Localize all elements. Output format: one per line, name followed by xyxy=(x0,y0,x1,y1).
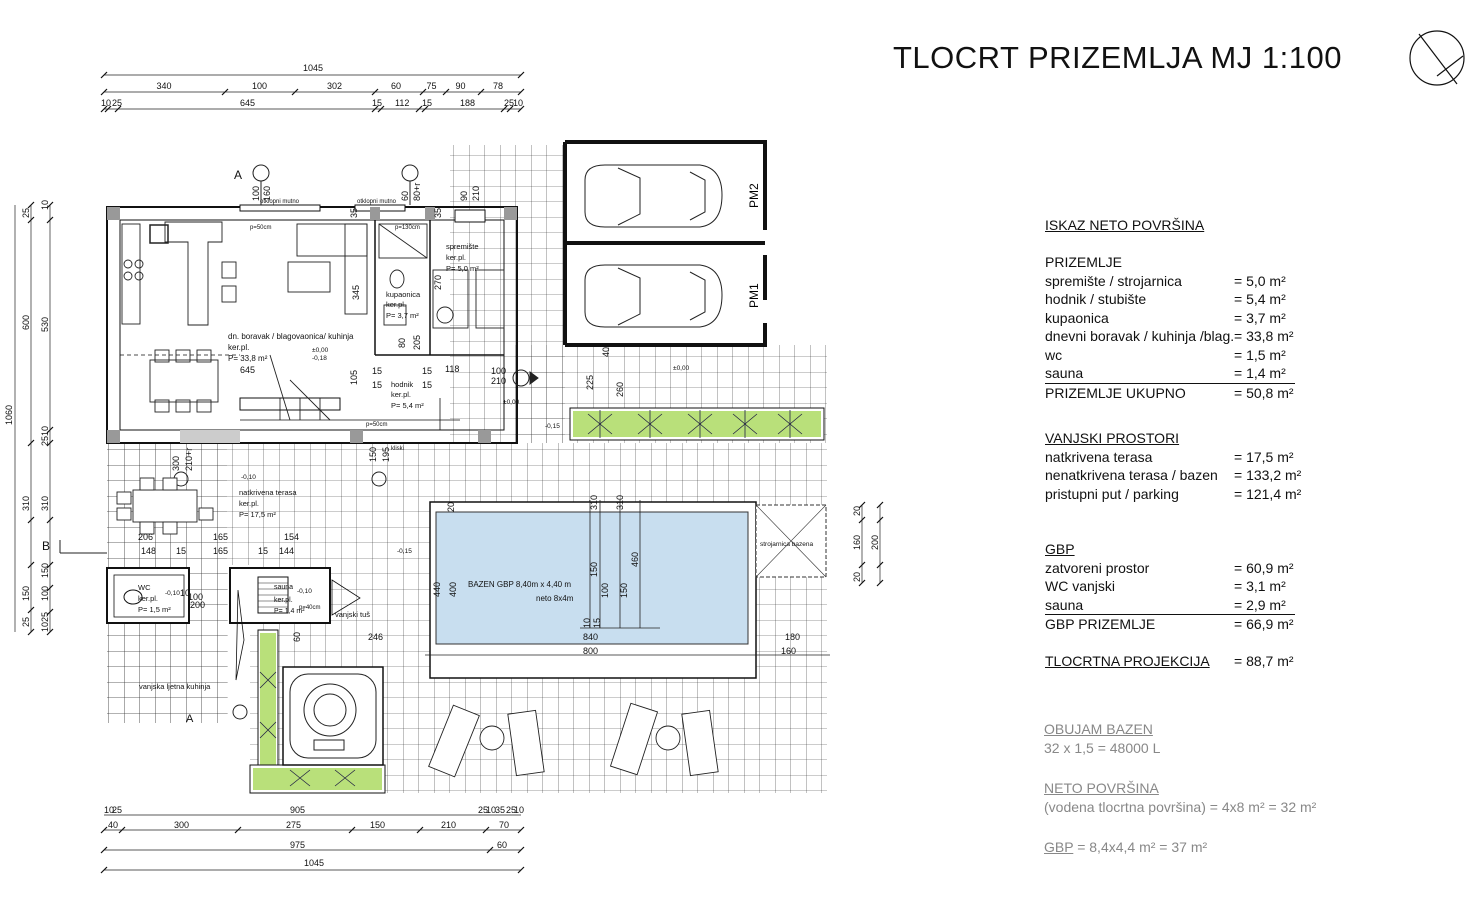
dim-left-b: 25 xyxy=(40,611,50,622)
room-living-area: P= 33,8 m² xyxy=(228,354,268,363)
dim-top-row1: 75 xyxy=(426,81,437,91)
dim-pool: 310 xyxy=(589,494,599,510)
dim-bottom-60: 60 xyxy=(497,840,508,850)
dim-misc: 150 xyxy=(368,446,378,462)
dim-misc: 118 xyxy=(445,364,460,374)
dim-bottom-row1: 25 xyxy=(112,805,123,815)
dim-misc: 15 xyxy=(372,380,383,390)
dim-pool: 20 xyxy=(446,501,456,512)
dim-left-outer: 1060 xyxy=(4,404,14,425)
dim-pool: 10 xyxy=(582,617,592,628)
dim-misc: 210 xyxy=(471,185,481,201)
dim-top-row2: 15 xyxy=(422,98,433,108)
room-storage-area: P= 5,0 m² xyxy=(446,264,479,273)
dim-misc: 210 xyxy=(491,376,507,386)
dim-misc: 10 xyxy=(180,588,191,598)
parking-1-label: PM1 xyxy=(747,283,761,308)
row-value: = 5,4 m² xyxy=(1234,291,1286,307)
room-bath-floor: ker.pl. xyxy=(386,300,407,309)
dim-bottom-row1: 10 xyxy=(104,805,115,815)
dim-misc: 60 xyxy=(400,190,410,201)
dim-left-a: 310 xyxy=(21,495,31,511)
dim-bottom-row1: 35 xyxy=(495,805,506,815)
window-1: otklopni mutno xyxy=(260,199,300,205)
row-label: nenatkrivena terasa / bazen xyxy=(1045,467,1218,483)
room-machine: strojarnica bazena xyxy=(760,541,814,548)
dim-misc: 270 xyxy=(433,274,443,290)
dim-misc: 148 xyxy=(141,546,157,556)
level-8: -0,10 xyxy=(165,590,180,597)
dim-bottom-row1: 25 xyxy=(478,805,489,815)
parking-2-label: PM2 xyxy=(747,183,761,208)
level-9: -0,10 xyxy=(297,588,312,595)
dim-misc: 144 xyxy=(279,546,295,556)
room-wc-name: WC xyxy=(138,583,151,592)
projekcija-value: = 88,7 m² xyxy=(1234,653,1294,669)
dim-misc: 100 xyxy=(491,366,507,376)
room-sauna-name: sauna xyxy=(274,584,294,591)
pool-dim-840: 840 xyxy=(583,632,599,642)
dim-misc: 200 xyxy=(190,600,206,610)
dim-misc: 300 xyxy=(171,455,181,471)
jacuzzi xyxy=(283,667,383,765)
row-label: dnevni boravak / kuhinja /blag. xyxy=(1045,328,1235,344)
dim-bottom-row2: 210 xyxy=(441,820,457,830)
dim-left-a: 25 xyxy=(21,207,31,218)
dim-pool: 460 xyxy=(630,551,640,567)
dim-top-row2: 15 xyxy=(372,98,383,108)
total-label: GBP PRIZEMLJE xyxy=(1045,616,1156,632)
room-storage-name: spremište xyxy=(446,242,479,251)
level-2: -0,18 xyxy=(312,355,327,362)
gbp-header: GBP xyxy=(1045,541,1075,557)
row-value: = 2,9 m² xyxy=(1234,596,1286,613)
dim-misc: 225 xyxy=(585,374,595,390)
row-label: kupaonica xyxy=(1045,309,1109,326)
row-label: zatvoreni prostor xyxy=(1045,559,1150,576)
room-bath-name: kupaonica xyxy=(386,290,421,299)
dim-misc: 165 xyxy=(213,532,229,542)
living-furniture xyxy=(122,222,367,420)
row-value: = 3,7 m² xyxy=(1234,309,1286,326)
row-value: = 121,4 m² xyxy=(1234,485,1302,502)
dim-left-b: 10 xyxy=(40,425,50,436)
dim-misc: 80 xyxy=(397,337,407,348)
dim-top-row1: 302 xyxy=(327,81,343,91)
level-5: -0,15 xyxy=(545,423,560,430)
pool-label: BAZEN GBP 8,40m x 4,40 m xyxy=(468,580,572,589)
iskaz-header: ISKAZ NETO POVRŠINA xyxy=(1045,217,1205,233)
dim-left-a: 600 xyxy=(21,314,31,330)
room-wc-floor: ker.pl. xyxy=(138,594,159,603)
dim-misc: 246 xyxy=(368,632,384,642)
dim-top-row1: 100 xyxy=(252,81,268,91)
window-6: p=40cm xyxy=(299,605,321,611)
row-value: = 33,8 m² xyxy=(1234,328,1294,344)
dim-top-row2: 10 xyxy=(101,98,112,108)
dim-left-b: 310 xyxy=(40,495,50,511)
row-value: = 17,5 m² xyxy=(1234,448,1294,465)
level-6: -0,15 xyxy=(397,548,412,555)
window-5: p=50cm xyxy=(366,422,388,428)
dim-bottom-row2: 150 xyxy=(370,820,386,830)
dim-top-row1: 90 xyxy=(455,81,466,91)
dim-misc: 15 xyxy=(372,366,383,376)
dim-left-a: 25 xyxy=(21,616,31,627)
dim-misc: 15 xyxy=(422,380,433,390)
section-a-top: A xyxy=(234,168,243,182)
dim-bottom-row1: 10 xyxy=(486,805,497,815)
room-living-name: dn. boravak / blagovaonica/ kuhinja xyxy=(228,332,354,341)
dim-bottom-row2: 70 xyxy=(499,820,510,830)
prizemlje-header: PRIZEMLJE xyxy=(1045,254,1123,270)
dim-bottom-row1: 905 xyxy=(290,805,306,815)
row-value: = 3,1 m² xyxy=(1234,578,1286,594)
dim-left-b: 100 xyxy=(40,585,50,601)
dim-pool: 15 xyxy=(592,617,602,628)
dim-bottom-row2: 300 xyxy=(174,820,190,830)
row-value: = 5,0 m² xyxy=(1234,272,1286,289)
dim-top-row2: 25 xyxy=(112,98,123,108)
dim-top-row2: 10 xyxy=(513,98,524,108)
dim-misc: 60 xyxy=(292,631,302,642)
dim-left-b: 150 xyxy=(40,562,50,578)
dim-misc: 35 xyxy=(349,207,359,218)
dim-misc: 165 xyxy=(213,546,229,556)
total-value: = 66,9 m² xyxy=(1234,616,1294,632)
dim-misc: 205 xyxy=(412,334,422,350)
window-3: p=50cm xyxy=(250,225,272,231)
dim-top-row2: 112 xyxy=(395,98,410,108)
level-1: ±0,00 xyxy=(312,347,329,354)
dim-pool: 400 xyxy=(448,581,458,597)
room-wc-area: P= 1,5 m² xyxy=(138,605,171,614)
row-label: wc xyxy=(1045,346,1063,363)
window-4: p=130cm xyxy=(395,225,420,231)
row-label: sauna xyxy=(1045,365,1084,381)
row-label: hodnik / stubište xyxy=(1045,291,1147,307)
pool-net-area xyxy=(1044,779,1374,816)
gbp-bazen-label: GBP xyxy=(1044,839,1074,855)
dim-left-b: 10 xyxy=(40,199,50,210)
row-value: = 1,4 m² xyxy=(1234,365,1286,381)
dim-left-b: 530 xyxy=(40,316,50,332)
dim-misc: 90 xyxy=(459,190,469,201)
room-bath-area: P= 3,7 m² xyxy=(386,311,419,320)
compass-icon xyxy=(1407,26,1465,88)
neto-line: (vodena tlocrtna površina) = 4x8 m² = 32 m² xyxy=(1044,798,1317,815)
dim-bottom-row1: 25 xyxy=(506,805,517,815)
drawing-title: TLOCRT PRIZEMLJA MJ 1:100 xyxy=(893,40,1342,75)
dim-top-row1: 78 xyxy=(493,81,504,91)
row-value: = 60,9 m² xyxy=(1234,559,1294,576)
room-hall-floor: ker.pl. xyxy=(391,390,412,399)
dim-misc: 645 xyxy=(240,365,256,375)
dim-misc: 35 xyxy=(433,207,443,218)
room-kitchen-out: vanjska ljetna kuhinja xyxy=(139,682,211,691)
dim-misc: 260 xyxy=(615,381,625,397)
dim-bottom-row2: 40 xyxy=(108,820,119,830)
dim-misc: 100 xyxy=(251,185,261,201)
room-storage-floor: ker.pl. xyxy=(446,253,467,262)
row-value: = 1,5 m² xyxy=(1234,346,1286,363)
room-hall-area: P= 5,4 m² xyxy=(391,401,424,410)
dim-bottom-row2: 275 xyxy=(286,820,302,830)
dim-pool: 310 xyxy=(615,494,625,510)
row-value: = 133,2 m² xyxy=(1234,467,1302,483)
obujam-line: 32 x 1,5 = 48000 L xyxy=(1044,739,1161,756)
row-label: natkrivena terasa xyxy=(1045,448,1153,465)
dim-misc: 15 xyxy=(258,546,269,556)
dim-left-b: 25 xyxy=(40,435,50,446)
dim-misc: 80+r xyxy=(412,182,422,201)
dim-bottom-975: 975 xyxy=(290,840,306,850)
row-label: sauna xyxy=(1045,596,1084,613)
total-value: = 50,8 m² xyxy=(1234,384,1294,401)
row-label: WC vanjski xyxy=(1045,578,1116,594)
iskaz-table xyxy=(1045,216,1345,402)
room-living-floor: ker.pl. xyxy=(228,343,250,352)
dim-bottom-total: 1045 xyxy=(304,858,325,868)
parking xyxy=(565,142,765,345)
room-sauna-floor: ker.pl. xyxy=(274,597,293,604)
pool-gbp xyxy=(1044,838,1374,857)
room-shower: vanjski tuš xyxy=(335,610,371,619)
dim-misc: 195 xyxy=(381,446,391,462)
dim-left-a: 150 xyxy=(21,585,31,601)
row-label: pristupni put / parking xyxy=(1045,485,1179,502)
dim-top-row2: 25 xyxy=(504,98,515,108)
dim-top-row1: 60 xyxy=(391,81,402,91)
dim-pool: 150 xyxy=(619,582,629,598)
dim-misc: 40 xyxy=(601,346,611,357)
pool-dim-800: 800 xyxy=(583,646,599,656)
pool-sub: neto 8x4m xyxy=(536,594,574,603)
section-b: B xyxy=(42,539,51,553)
room-terrace-area: P= 17,5 m² xyxy=(239,510,276,519)
room-terrace-name: natkrivena terasa xyxy=(239,488,297,497)
vanjski-table xyxy=(1045,429,1345,503)
level-7: -0,10 xyxy=(241,474,256,481)
level-3: ±0,00 xyxy=(673,365,690,372)
dim-misc: 105 xyxy=(349,369,359,385)
dim-pool: 150 xyxy=(589,561,599,577)
dim-pool: 440 xyxy=(432,581,442,597)
window-7: kliski xyxy=(391,446,404,452)
room-sauna-area: P= 1,4 m² xyxy=(274,608,305,615)
dim-top-total: 1045 xyxy=(303,63,324,73)
room-terrace-floor: ker.pl. xyxy=(239,499,260,508)
dim-bottom-row1: 10 xyxy=(514,805,525,815)
dim-right: 160 xyxy=(852,534,862,550)
dim-misc: 100 xyxy=(188,592,204,602)
obujam-header: OBUJAM BAZEN xyxy=(1044,721,1153,737)
dim-pool: 160 xyxy=(781,646,797,656)
level-4: ±0,00 xyxy=(503,399,520,406)
section-a-bottom: A xyxy=(186,713,194,725)
projekcija-label: TLOCRTNA PROJEKCIJA xyxy=(1045,653,1210,669)
neto-header: NETO POVRŠINA xyxy=(1044,780,1159,796)
gbp-bazen-line: = 8,4x4,4 m² = 37 m² xyxy=(1073,839,1208,855)
dim-pool: 100 xyxy=(600,582,610,598)
dim-misc: 160 xyxy=(262,185,272,201)
vanjski-header: VANJSKI PROSTORI xyxy=(1045,430,1180,446)
dim-misc: 206 xyxy=(138,532,154,542)
dim-top-row1: 340 xyxy=(156,81,172,91)
dim-misc: 15 xyxy=(422,366,433,376)
dim-misc: 154 xyxy=(284,532,300,542)
dim-right: 20 xyxy=(852,571,862,582)
dim-misc: 15 xyxy=(176,546,187,556)
dim-left-b: 10 xyxy=(40,621,50,632)
dim-right: 20 xyxy=(852,505,862,516)
dim-pool: 180 xyxy=(785,632,801,642)
dim-right: 200 xyxy=(870,534,880,550)
dim-misc: 210+r xyxy=(184,447,194,471)
dim-top-row2: 645 xyxy=(240,98,256,108)
pool-volume xyxy=(1044,720,1374,757)
window-2: otklopni mutno xyxy=(357,199,397,205)
dim-top-row2: 188 xyxy=(460,98,476,108)
total-label: PRIZEMLJE UKUPNO xyxy=(1045,384,1186,401)
row-label: spremište / strojarnica xyxy=(1045,272,1182,289)
dim-misc: 345 xyxy=(351,284,361,300)
gbp-table xyxy=(1045,540,1345,671)
room-hall-name: hodnik xyxy=(391,380,414,389)
